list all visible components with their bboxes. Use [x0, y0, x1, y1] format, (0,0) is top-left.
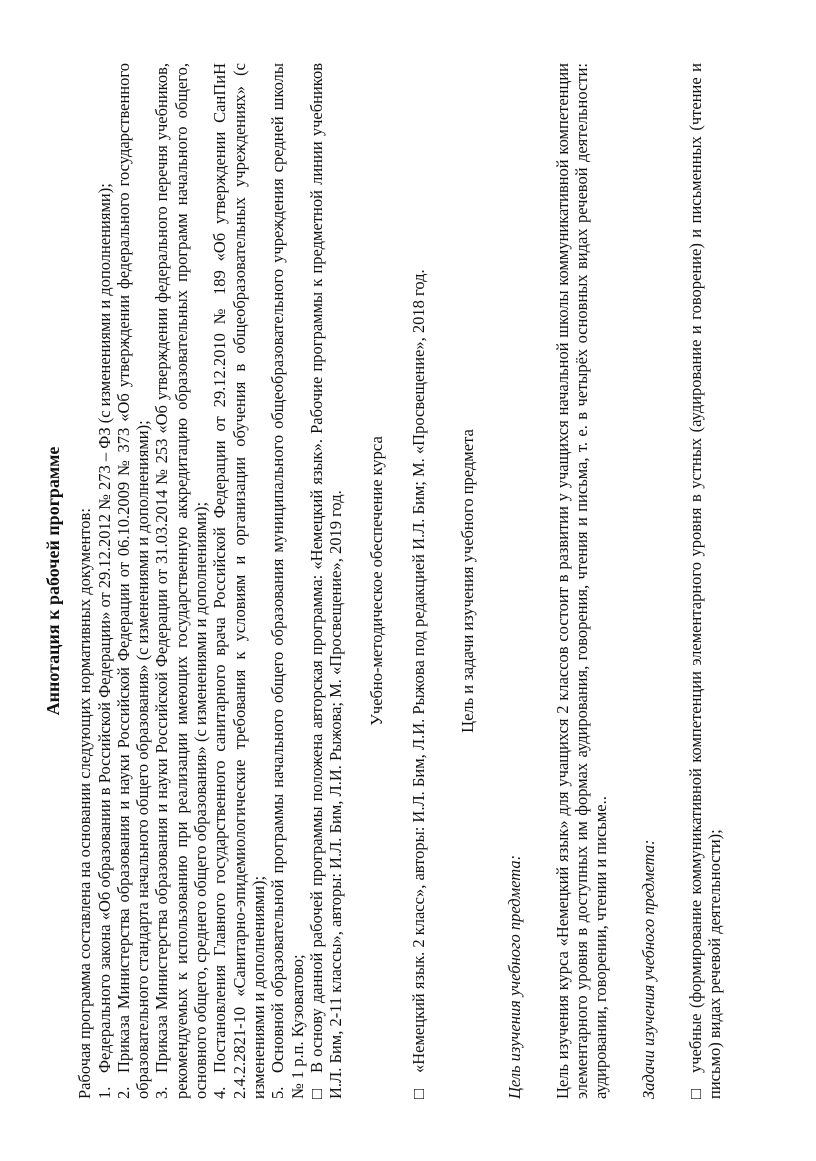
item-text: Основной образовательной программы начального общего образования муниципального общеобразовательного учреждения средней школы № 1 р.п. Кузоватово;: [268, 63, 307, 1099]
textbook-item: [409, 63, 428, 1099]
textbook-text: «Немецкий язык. 2 класс», авторы: И.Л. Бим, Л.И. Рыжова под редакцией И.Л. Бим; М. «Просвещение», 2018 год.: [408, 269, 428, 1073]
item-number: 1.: [94, 1086, 114, 1099]
document-item-3: [152, 63, 210, 1099]
checkbox-bullet-icon: □: [408, 1089, 428, 1099]
section-heading-support: Учебно-методическое обеспечение курса: [367, 436, 387, 726]
intro-paragraph: Рабочая программа составлена на основании следующих нормативных документов:: [75, 508, 95, 1099]
goal-paragraph: Цель изучения курса «Немецкий язык» для учащихся 2 классов состоит в развитии у учащихся начальной школы коммуникативной компетенции элементарного уровня в доступных им формах аудирования, говорения, чтения и письма, т. е. в четырёх основных видах речевой деятельности: аудировании, говорении, чтении и письме..: [552, 63, 611, 1099]
document-item-4: [210, 63, 268, 1099]
task-item-1: [686, 63, 725, 1099]
item-text: Постановления Главного государственного санитарного врача Российской Федерации от 29.12.2010 № 189 «Об утверждении СанПиН 2.4.2.2821-10 «Санитарно-эпидемиологические требования к условиям и организации обучения в общеобразовательных учреждениях» (с изменениями и дополнениями);: [210, 63, 268, 1099]
document-item-1: [95, 63, 114, 1099]
task-text: учебные (формирование коммуникативной компетенции элементарного уровня в устных (аудирование и говорение) и письменных (чтение и письмо) видах речевой деятельности);: [685, 63, 725, 1099]
item-number: 5.: [268, 1086, 288, 1099]
item-number: 4.: [210, 1086, 230, 1099]
page-title: Аннотация к рабочей программе: [43, 446, 63, 716]
item-text: Федерального закона «Об образовании в Российской Федерации» от 29.12.2012 № 273 – ФЗ (с изменениями и дополнениями);: [94, 183, 114, 1073]
section-heading-goals: Цель и задачи изучения учебного предмета: [458, 429, 478, 733]
goal-heading: Цель изучения учебного предмета:: [505, 854, 525, 1099]
document-item-2: [114, 63, 153, 1099]
item-text: Приказа Министерства образования и науки Российской Федерации от 06.10.2009 № 373 «Об утверждении федерального государственного образовательного стандарта начального общего образования» (с изменениями и дополнениями);: [113, 63, 153, 1099]
basis-paragraph: [307, 63, 346, 1099]
item-number: 2.: [113, 1086, 133, 1099]
checkbox-bullet-icon: □: [306, 1089, 326, 1099]
item-number: 3.: [152, 1086, 172, 1099]
checkbox-bullet-icon: □: [685, 1089, 705, 1099]
document-content: [44, 63, 724, 1099]
basis-text: В основу данной рабочей программы положена авторская программа: «Немецкий язык». Рабочие программы к предметной линии учебников И.Л. Бим, 2-11 классы», авторы: И.Л. Бим, Л.И. Рыжова; М. «Просвещение», 2019 год.: [306, 63, 346, 1099]
document-item-5: [268, 63, 307, 1099]
item-text: Приказа Министерства образования и науки Российской Федерации от 31.03.2014 № 253 «Об утверждении федерального перечня учебников, рекомендуемых к использованию при реализации имеющих государственную аккредитацию образовательных программ начального общего, основного общего, среднего общего образования» (с изменениями и дополнениями);: [152, 63, 211, 1099]
tasks-heading: Задачи изучения учебного предмета:: [638, 839, 658, 1099]
